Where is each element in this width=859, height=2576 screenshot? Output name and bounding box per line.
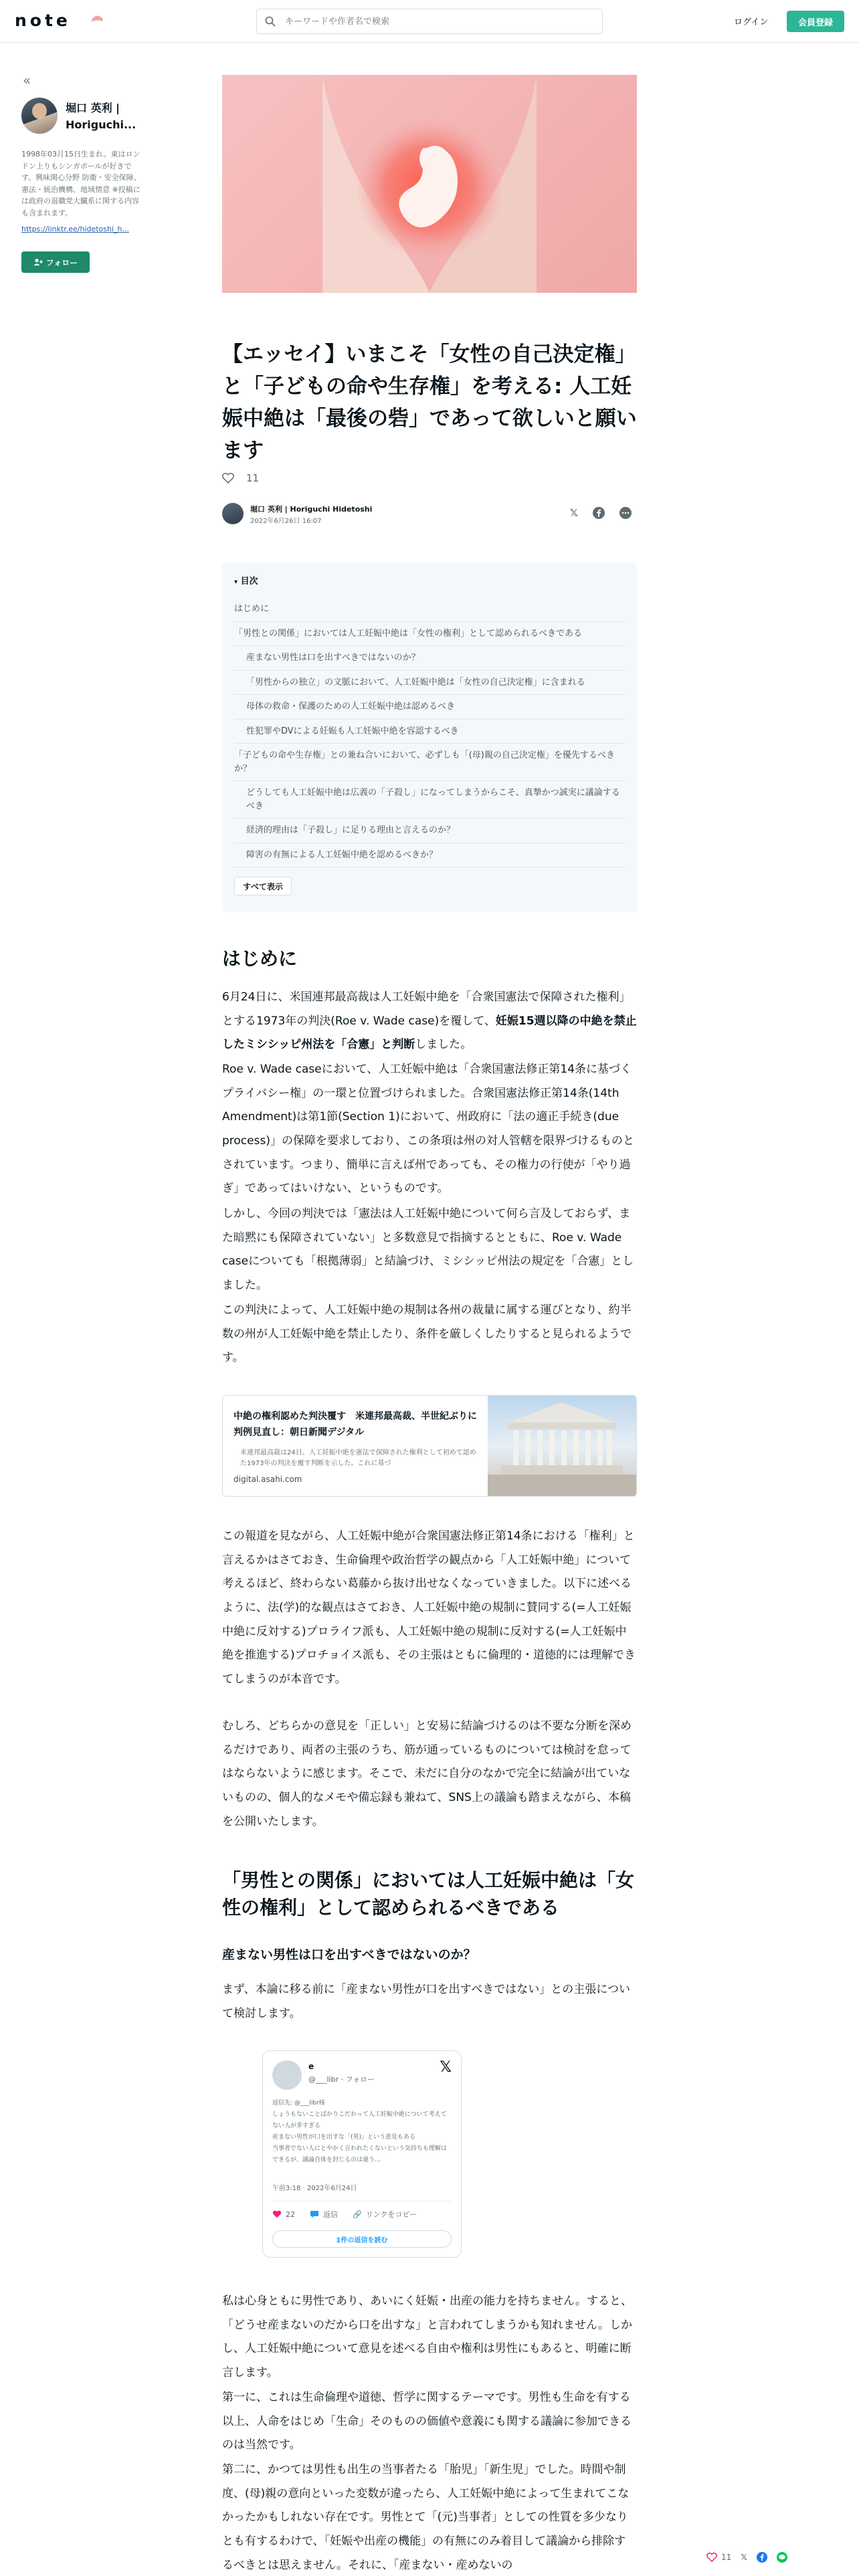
section-heading-male-relation: 「男性との関係」においては人工妊娠中絶は「女性の権利」として認められるべきである: [222, 1869, 635, 1919]
toc-item[interactable]: 「男性からの独立」の文脈において、人工妊娠中絶は「女性の自己決定権」に含まれる: [234, 671, 625, 695]
float-like[interactable]: [706, 2553, 731, 2562]
author-bio: 1998年03月15日生まれ。東はロンドン上りもシンガポールが好きです。興味関心分野 防衛・安全保障、憲法・統治機構、地域情意 ※投稿には政府の退職党大臓系に関する内容も含まれます。: [21, 150, 141, 217]
top-header: [0, 0, 859, 43]
link-card-title: 中絶の権利認めた判決覆す 米連邦最高裁、半世紀ぶりに判例見直し：朝日新聞デジタル: [233, 1411, 477, 1438]
search-box[interactable]: [256, 9, 603, 34]
link-card-domain: digital.asahi.com: [233, 1474, 302, 1484]
tweet-author-name[interactable]: e: [308, 2062, 314, 2071]
link-card-description: 米連邦最高裁は24日、人工妊娠中絶を憲法で保障された権利として初めて認めた1973年の判決を覆す判断を示した。これに基づ: [240, 1448, 476, 1467]
toc-item[interactable]: はじめに: [234, 597, 625, 622]
heart-outline-icon: [706, 2553, 717, 2562]
toc-item[interactable]: 経済的理由は「子殺し」に足りる理由と言えるのか？: [234, 819, 625, 843]
link-card-text: [233, 1409, 481, 1484]
toc-heading-label: 目次: [240, 576, 258, 586]
toc-heading[interactable]: [234, 574, 625, 586]
intro-paragraph-2: Roe v. Wade caseにおいて、人工妊娠中絶は「合衆国憲法修正第14条に基づくプライバシー権」の一環と位置づけられました。合衆国憲法修正第14条(14th Amendment)は第1節(Section 1)において、州政府に「法の適正手続き(due process)」の保障を要求しており、この条項は州の対人管轄を限界づけるものとされています。つまり、簡単に言えば州であっても、その権力の行使が「やり過ぎ」であってはいけない、というものです。: [222, 1063, 634, 1196]
more-share-icon[interactable]: [619, 507, 632, 519]
sec2-paragraph-2: 私は心身ともに男性であり、あいにく妊娠・出産の能力を持ちません。すると、「どうせ産まないのだから口を出すな」と言われてしまうかも知れません。しかし、人工妊娠中絶について意見を述べる自由や権利は男性にもあると、明確に断言します。: [222, 2294, 633, 2380]
intro-paragraph-3: しかし、今回の判決では「憲法は人工妊娠中絶について何ら言及しておらず、また暗黙にも保障されていない」と多数意見で指摘するとともに、Roe v. Wade caseについても「根拠薄弱」と結論づけ、ミシシッピ州法の規定を「合憲」としました。: [222, 1207, 634, 1293]
caret-down-icon: ▾: [234, 578, 238, 586]
byline-author[interactable]: 堀口 英利 | Horiguchi Hidetoshi: [250, 505, 373, 514]
tweet-like-count: 22: [286, 2210, 295, 2219]
toc-item[interactable]: 「男性との関係」においては人工妊娠中絶は「女性の権利」として認められるべきである: [234, 622, 625, 647]
tweet-handle[interactable]: @___libr · フォロー: [308, 2075, 375, 2084]
heart-icon[interactable]: [222, 473, 234, 484]
tweet-avatar[interactable]: [272, 2060, 302, 2090]
intro-p1-bold: 妊娠15週以降の中絶を禁止したミシシッピ州法を「合憲」と判断: [222, 1014, 637, 1052]
sec2-paragraph-4: 第二に、かつては男性も出生の当事者たる「胎児」「新生児」でした。時間や制度、(母)親の意向といった変数が違ったら、人工妊娠中絶によって生まれてこなかったかもしれない存在です。男性とて「(元)当事者」としての性質を多少なりとも有するわけで、「妊娠や出産の機能」の有無にのみ着目して議論から排除するべきとは思えません。それに、「産まない・産めないの: [222, 2463, 630, 2572]
collapse-sidebar-icon[interactable]: «: [23, 72, 31, 88]
float-like-count: 11: [721, 2553, 732, 2562]
toc-item[interactable]: どうしても人工妊娠中絶は広義の「子殺し」になってしまうからこそ、真摯かつ誠実に議論するべき: [234, 781, 625, 819]
tweet-copy-link[interactable]: [353, 2209, 417, 2220]
login-link[interactable]: ログイン: [734, 17, 769, 27]
search-icon: [265, 16, 276, 27]
tweet-divider: [272, 2201, 452, 2202]
report-paragraph: この報道を見ながら、人工妊娠中絶が合衆国憲法修正第14条における「権利」と言えるかはさておき、生命倫理や政治哲学の観点から「人工妊娠中絶」について考えるほど、終わらない葛藤から抜け出せなくなっていきました。以下に述べるように、法(学)的な観点はさておき、人工妊娠中絶の規制に賛同する(=人工妊娠中絶に反対する)プロライフ派も、人工妊娠中絶の規制に反対する(=人工妊娠中絶を推進する)プロチョイス派も、その主張はともに倫理的・道徳的には理解できてしまうのが本音です。: [222, 1529, 636, 1687]
search-input[interactable]: [285, 17, 579, 27]
tweet-reply[interactable]: [310, 2209, 338, 2220]
signup-button[interactable]: 会員登録: [787, 11, 844, 32]
share-icons: [570, 507, 632, 519]
author-name[interactable]: 堀口 英利 | Horiguchi...: [66, 102, 136, 131]
follow-label: フォロー: [45, 257, 78, 267]
article-title: 【エッセイ】いまこそ「女性の自己決定権」と「子どもの命や生存権」を考える: 人工妊娠中絶は「最後の砦」であって欲しいと願います: [222, 342, 637, 463]
intro-p1-text: 6月24日に、米国連邦最高裁は人工妊娠中絶を「合衆国憲法で保障された権利」とする1973年の判決(Roe v. Wade case)を覆して、: [222, 990, 631, 1028]
supreme-court-building-image: [488, 1396, 636, 1497]
toc-item[interactable]: 産まない男性は口を出すべきではないのか？: [234, 646, 625, 671]
follow-button[interactable]: [21, 251, 90, 273]
note-bird-icon: [90, 12, 104, 27]
byline-avatar[interactable]: [222, 503, 244, 524]
toc-item[interactable]: 「子どもの命や生存権」との兼ね合いにおいて、必ずしも「(母)親の自己決定権」を優先するべきか？: [234, 744, 625, 781]
byline: [222, 503, 637, 527]
link-icon: 🔗: [353, 2210, 362, 2219]
x-share-icon[interactable]: 𝕏: [569, 507, 578, 519]
rather-paragraph: むしろ、どちらかの意見を「正しい」と安易に結論づけるのは不要な分断を深めるだけであり、両者の主張のうち、筋が通っているものについては検討を怠ってはならないように感じます。そこで、未だに自分のなかで完全に結論が出ていないものの、個人的なメモや備忘録も兼ねて、SNS上の議論も踏まえながら、本稿を公開いたします。: [222, 1719, 632, 1828]
tweet-reply-label: 返信: [323, 2210, 338, 2219]
sec2-paragraph-3: 第一に、これは生命倫理や道徳、哲学に関するテーマです。男性も生命を有する以上、人命をはじめ「生命」そのものの価値や意義にも関する議論に参加できるのは当然です。: [222, 2391, 632, 2452]
link-card-thumbnail: [488, 1396, 636, 1497]
intro-paragraph-1: [222, 986, 637, 1057]
tweet-actions: [272, 2209, 417, 2220]
subheading-men-speak: 産まない男性は口を出すべきではないのか？: [222, 1947, 476, 1962]
heart-filled-icon: [272, 2210, 282, 2218]
x-logo-icon[interactable]: 𝕏: [440, 2059, 452, 2076]
person-plus-icon: [33, 258, 43, 266]
tweet-like[interactable]: [272, 2210, 295, 2219]
tweet-timestamp[interactable]: 午前3:18 · 2022年6月24日: [272, 2185, 357, 2192]
toc-list: [234, 597, 625, 867]
tweet-copy-label: リンクをコピー: [365, 2210, 417, 2219]
tweet-body: 返信先: @___libr様 しょうもないことばかりこだわって人工妊娠中絶について考えてない人が多すぎる 産まない男性が口を出すな「(男)」という意見もある 当事者でない人にとやかく言われたくないという気持ちも理解はできるが、議論自体を封じるのは違う…: [272, 2100, 448, 2164]
author-avatar[interactable]: [21, 98, 58, 134]
note-logo[interactable]: note: [15, 11, 71, 30]
intro-paragraph-4: この判決によって、人工妊娠中絶の規制は各州の裁量に属する運びとなり、約半数の州が人工妊娠中絶を禁止したり、条件を厳しくしたりすると見られるようです。: [222, 1303, 632, 1365]
toc-item[interactable]: 性犯罪やDVによる妊娠も人工妊娠中絶を容認するべき: [234, 720, 625, 744]
x-share-icon[interactable]: 𝕏: [741, 2553, 747, 2562]
publish-date: 2022年6月26日 16:07: [250, 518, 322, 525]
toc-item[interactable]: 母体の救命・保護のための人工妊娠中絶は認めるべき: [234, 695, 625, 720]
sec2-paragraph-1: まず、本論に移る前に「産まない男性が口を出すべきではない」との主張について検討します。: [222, 1983, 630, 2020]
tweet-read-replies-button[interactable]: 1件の返信を読む: [272, 2230, 452, 2248]
toc-item[interactable]: 障害の有無による人工妊娠中絶を認めるべきか？: [234, 843, 625, 868]
like-row: [222, 472, 259, 484]
table-of-contents: [222, 563, 637, 912]
hero-image: [222, 75, 637, 293]
intro-p1-tail: しました。: [415, 1038, 472, 1052]
line-icon[interactable]: [777, 2552, 787, 2563]
embedded-tweet[interactable]: [262, 2050, 462, 2258]
author-profile-link[interactable]: https://linktr.ee/hidetoshi_h...: [21, 225, 129, 233]
news-link-card[interactable]: [222, 1395, 637, 1497]
facebook-share-icon[interactable]: [593, 507, 605, 519]
floating-action-bar: [706, 2552, 787, 2563]
reply-bubble-icon: [310, 2210, 319, 2218]
facebook-icon[interactable]: [757, 2552, 767, 2563]
hands-embryo-illustration: [222, 75, 637, 293]
like-count: 11: [246, 472, 260, 484]
section-heading-intro: はじめに: [222, 948, 298, 970]
toc-show-all-button[interactable]: すべて表示: [234, 877, 292, 895]
